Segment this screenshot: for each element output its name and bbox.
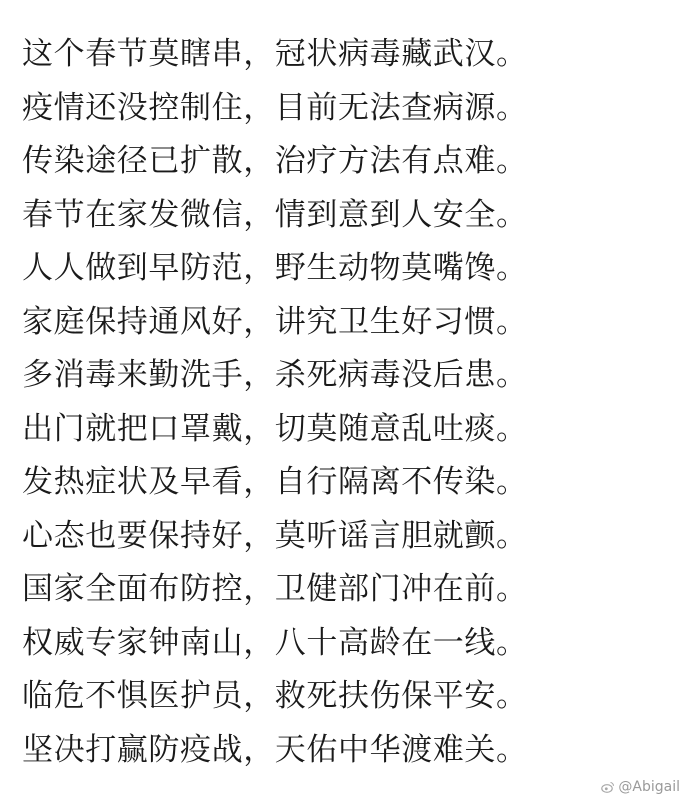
- poem-line-10: 心态也要保持好，莫听谣言胆就颤。: [22, 517, 528, 554]
- poem-line-6: 家庭保持通风好，讲究卫生好习惯。: [22, 303, 528, 340]
- weibo-watermark: [601, 779, 680, 795]
- poem-line-1: 这个春节莫瞎串，冠状病毒藏武汉。: [22, 36, 528, 72]
- poem-line-4: 春节在家发微信，情到意到人安全。: [22, 196, 528, 233]
- poem-line-13: 临危不惧医护员，救死扶伤保平安。: [22, 678, 528, 714]
- watermark-text: @Abigail: [618, 779, 680, 795]
- poem-line-3: 传染途径已扩散，治疗方法有点难。: [22, 143, 528, 179]
- poem-line-2: 疫情还没控制住，目前无法查病源。: [22, 89, 528, 126]
- poem-line-8: 出门就把口罩戴，切莫随意乱吐痰。: [22, 410, 528, 447]
- poem-line-9: 发热症状及早看，自行隔离不传染。: [22, 464, 528, 500]
- poem-line-12: 权威专家钟南山，八十高龄在一线。: [22, 624, 528, 661]
- poem-text: [22, 28, 682, 777]
- poem-line-5: 人人做到早防范，野生动物莫嘴馋。: [22, 250, 528, 286]
- poem-line-14: 坚决打赢防疫战，天佑中华渡难关。: [22, 731, 528, 768]
- poem-line-7: 多消毒来勤洗手，杀死病毒没后患。: [22, 357, 528, 393]
- poem-line-11: 国家全面布防控，卫健部门冲在前。: [22, 571, 528, 607]
- weibo-logo-icon: [601, 780, 615, 794]
